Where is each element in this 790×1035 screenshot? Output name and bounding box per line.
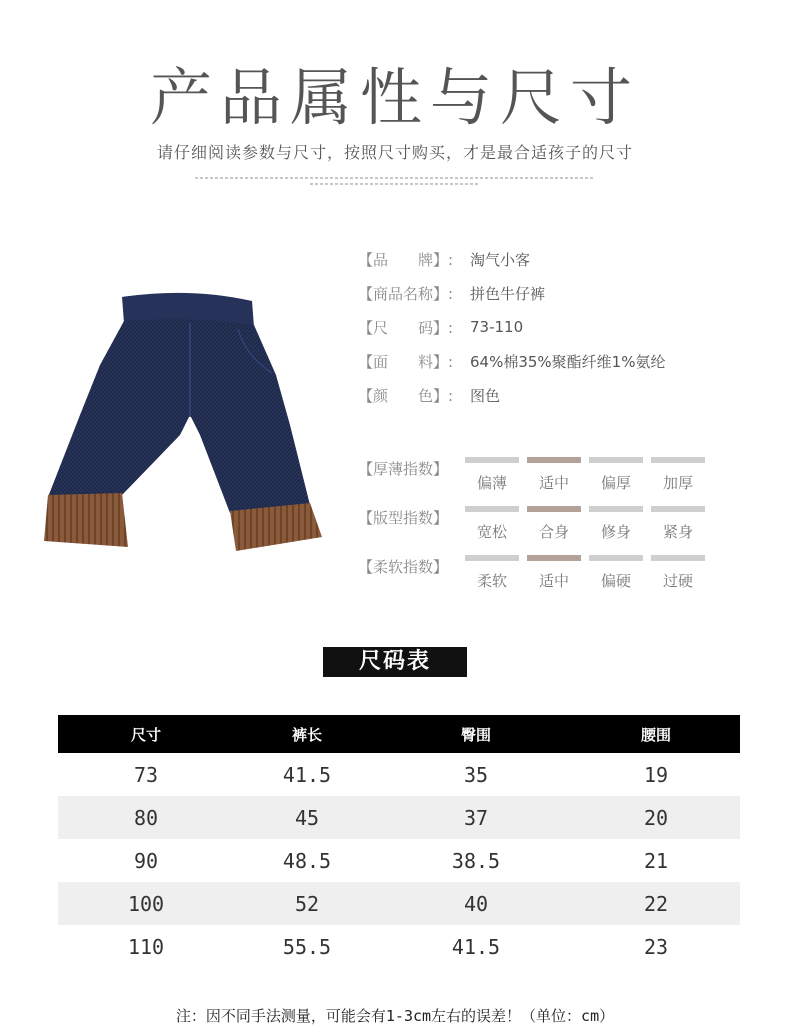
table-cell: 100 — [127, 891, 165, 916]
index-option — [589, 455, 643, 504]
table-cell: 21 — [643, 848, 669, 873]
table-cell: 52 — [294, 891, 320, 916]
index-option-label: 加厚 — [662, 474, 693, 492]
index-option-label: 适中 — [538, 474, 569, 492]
index-option — [465, 504, 519, 553]
table-row — [58, 839, 740, 882]
attribute-key: 【商品名称】: — [358, 284, 454, 303]
attribute-row-size — [358, 310, 665, 344]
attribute-row-brand — [358, 242, 665, 276]
index-bar — [527, 506, 581, 512]
attribute-value: 73-110 — [470, 318, 524, 336]
denim-pants-image — [40, 285, 330, 555]
index-row-softness — [358, 553, 713, 602]
attribute-value: 64%棉35%聚酯纤维1%氨纶 — [470, 352, 666, 371]
index-option — [465, 553, 519, 602]
index-option-label: 柔软 — [476, 572, 507, 590]
table-cell: 23 — [643, 934, 669, 959]
index-row-fit — [358, 504, 713, 553]
table-cell: 20 — [643, 805, 669, 830]
column-header: 臀围 — [460, 725, 491, 744]
index-bar — [527, 457, 581, 463]
index-option-label: 偏硬 — [600, 572, 631, 590]
column-header: 裤长 — [291, 725, 322, 744]
attribute-key: 【面 料】: — [358, 352, 454, 371]
index-option-label: 过硬 — [662, 572, 693, 590]
attribute-list — [358, 242, 665, 412]
index-bar — [651, 506, 705, 512]
measurement-note: 注：因不同手法测量，可能会有1-3cm左右的误差！（单位：cm） — [175, 1007, 615, 1025]
index-option — [651, 504, 705, 553]
column-header: 腰围 — [640, 725, 671, 744]
index-label: 【厚薄指数】 — [358, 460, 449, 478]
table-row — [58, 753, 740, 796]
index-label: 【版型指数】 — [358, 509, 449, 527]
attribute-row-color — [358, 378, 665, 412]
table-cell: 19 — [643, 762, 669, 787]
index-label: 【柔软指数】 — [358, 558, 449, 576]
attribute-key: 【品 牌】: — [358, 250, 454, 269]
table-cell: 45 — [294, 805, 320, 830]
table-cell: 37 — [463, 805, 489, 830]
decorative-fine-line-2 — [310, 183, 480, 185]
attribute-row-product-name — [358, 276, 665, 310]
page-subtitle: 请仔细阅读参数与尺寸，按照尺寸购买，才是最合适孩子的尺寸 — [156, 143, 633, 162]
table-cell: 73 — [133, 762, 159, 787]
attribute-value: 淘气小客 — [470, 250, 531, 269]
index-option-label: 偏薄 — [476, 474, 507, 492]
attribute-value: 拼色牛仔裤 — [470, 284, 546, 303]
table-cell: 55.5 — [282, 934, 332, 959]
index-option — [589, 553, 643, 602]
index-bar — [651, 457, 705, 463]
table-row — [58, 796, 740, 839]
index-option-label: 合身 — [538, 523, 569, 541]
size-table — [58, 715, 740, 968]
size-chart-heading: 尺码表 — [323, 647, 467, 677]
table-cell: 110 — [127, 934, 165, 959]
index-option — [651, 455, 705, 504]
index-bar — [465, 506, 519, 512]
table-row — [58, 882, 740, 925]
index-option — [527, 455, 581, 504]
table-row — [58, 925, 740, 968]
index-bar — [589, 457, 643, 463]
table-cell: 40 — [463, 891, 489, 916]
index-option-label: 偏厚 — [600, 474, 631, 492]
index-option — [651, 553, 705, 602]
column-header: 尺寸 — [130, 725, 161, 744]
table-cell: 41.5 — [451, 934, 501, 959]
index-bar — [527, 555, 581, 561]
index-scales — [358, 455, 713, 602]
table-cell: 22 — [643, 891, 669, 916]
index-bar — [651, 555, 705, 561]
table-header — [58, 715, 740, 753]
index-bar — [589, 506, 643, 512]
attribute-key: 【尺 码】: — [358, 318, 454, 337]
table-cell: 90 — [133, 848, 159, 873]
decorative-fine-line — [195, 177, 595, 179]
attribute-value: 图色 — [470, 386, 501, 405]
table-cell: 38.5 — [451, 848, 501, 873]
attribute-key: 【颜 色】: — [358, 386, 454, 405]
table-cell: 80 — [133, 805, 159, 830]
index-option — [527, 504, 581, 553]
index-option-label: 紧身 — [662, 523, 693, 541]
index-bar — [589, 555, 643, 561]
index-option — [465, 455, 519, 504]
index-option — [589, 504, 643, 553]
table-cell: 48.5 — [282, 848, 332, 873]
index-option-label: 适中 — [538, 572, 569, 590]
table-cell: 35 — [463, 762, 489, 787]
index-bar — [465, 457, 519, 463]
page-title: 产品属性与尺寸 — [149, 61, 640, 134]
table-cell: 41.5 — [282, 762, 332, 787]
index-option — [527, 553, 581, 602]
index-bar — [465, 555, 519, 561]
attribute-row-fabric — [358, 344, 665, 378]
index-row-thickness — [358, 455, 713, 504]
index-option-label: 修身 — [600, 523, 631, 541]
index-option-label: 宽松 — [476, 523, 507, 541]
